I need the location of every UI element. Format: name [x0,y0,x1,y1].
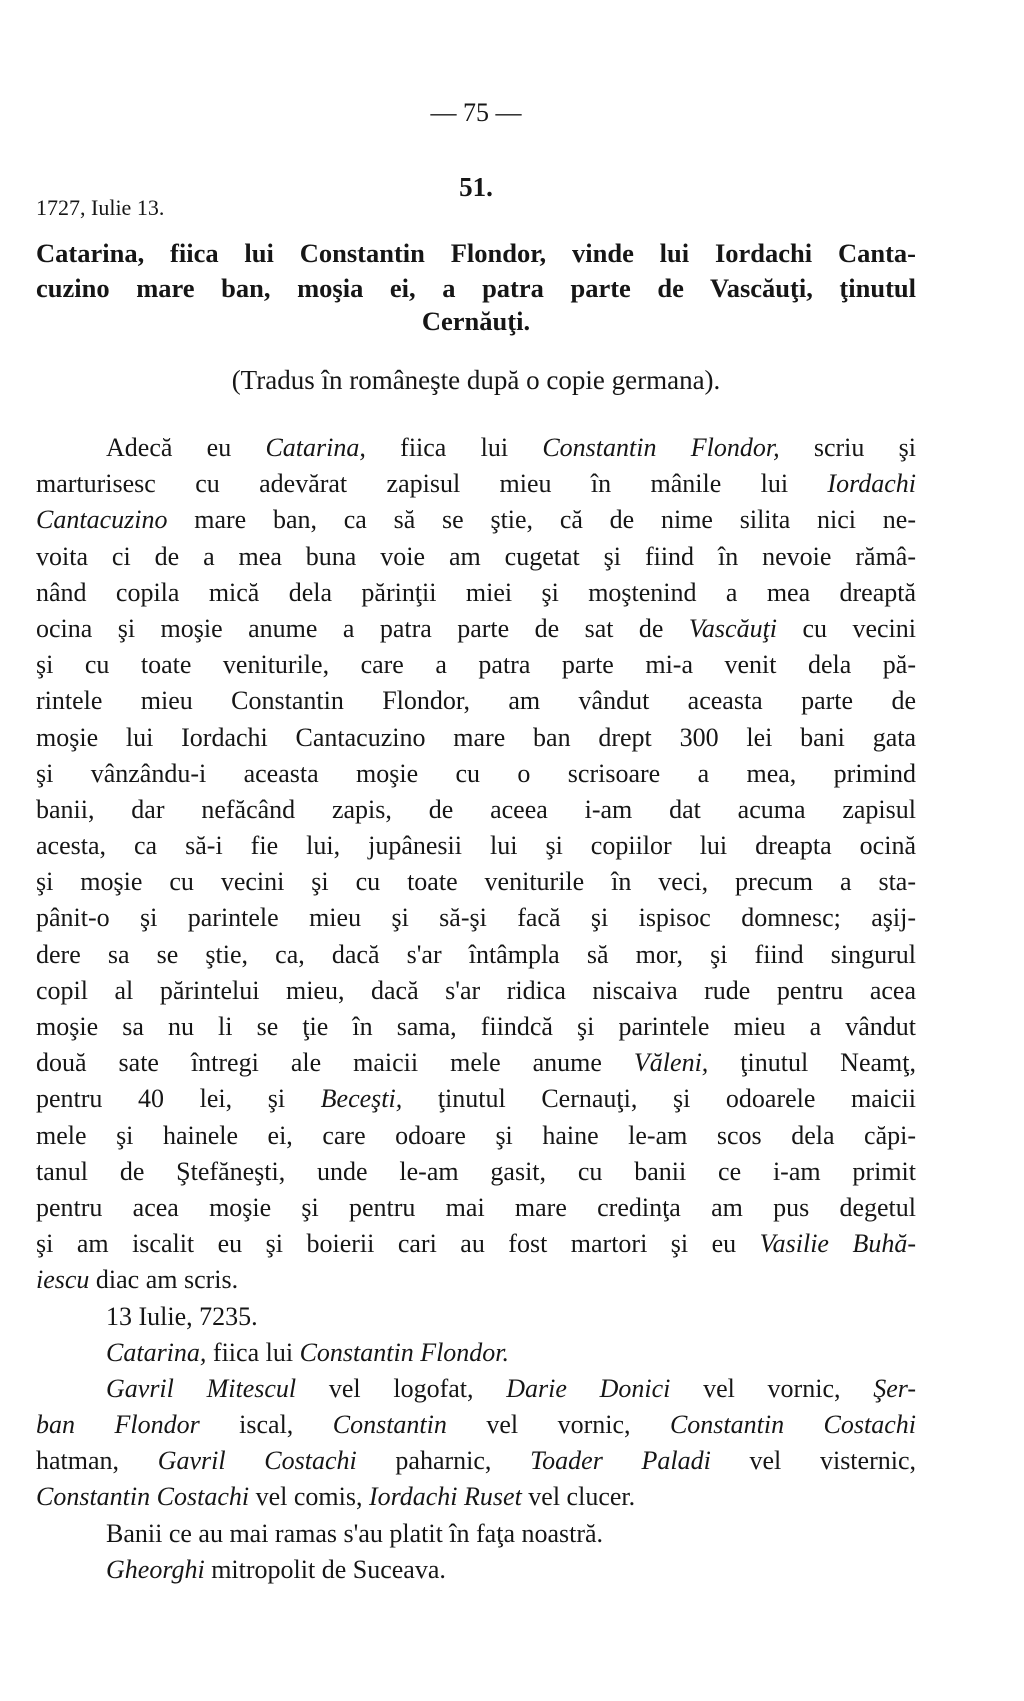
signature-line: Catarina, fiica lui Constantin Flondor. [106,1337,510,1367]
body-line: mele şi hainele ei, care odoare şi haine le-am scos dela căpi- [36,1120,916,1150]
signature-line: Gheorghi mitropolit de Suceava. [106,1554,446,1584]
body-line: două sate întregi ale maicii mele anume Văleni, ţinutul Neamţ, [36,1048,916,1078]
document-body [36,430,916,1588]
body-line: moşie sa nu li se ţie în sama, fiindcă şi parintele mieu a vândut [36,1012,916,1041]
body-line: pentru 40 lei, şi Beceşti, ţinutul Cernauţi, şi odoarele maicii [36,1084,916,1114]
body-line: şi cu toate veniturile, care a patra parte mi-a venit dela pă- [36,650,916,680]
body-line: rintele mieu Constantin Flondor, am vândut aceasta parte de [36,686,916,716]
document-title [36,236,916,305]
witness-line: Gavril Mitescul vel logofat, Darie Donici vel vornic, Şer- [106,1373,916,1403]
body-line: marturisesc cu adevărat zapisul mieu în mânile lui Iordachi [36,469,916,499]
body-line: Adecă eu Catarina, fiica lui Constantin Flondor, scriu şi [106,433,916,462]
body-line: copil al părintelui mieu, dacă s'ar ridica niscaiva rude pentru acea [36,975,916,1005]
document-number: 51. [459,172,493,202]
body-line: pentru acea moşie şi pentru mai mare credinţa am pus degetul [36,1192,916,1222]
body-line: moşie lui Iordachi Cantacuzino mare ban drept 300 lei bani gata [36,722,916,752]
witness-line: hatman, Gavril Costachi paharnic, Toader Paladi vel visternic, [36,1446,916,1476]
body-line: şi moşie cu vecini şi cu toate veniturile în veci, precum a sta- [36,867,916,897]
body-line: dere sa se ştie, ca, dacă s'ar întâmpla să mor, şi fiind singurul [36,939,916,969]
body-line: Cantacuzino mare ban, ca să se ştie, că de nime silita nici ne- [36,505,916,535]
body-line: voita ci de a mea buna voie am cugetat şi fiind în nevoie rămâ- [36,541,916,571]
title-line: Catarina, fiica lui Constantin Flondor, vinde lui Iordachi Canta- [36,238,916,268]
document-subtitle: (Tradus în româneşte după o copie germana). [231,365,721,395]
body-line: pânit-o şi parintele mieu şi să-şi facă şi ispisoc domnesc; aşij- [36,903,916,933]
body-line: banii, dar nefăcând zapis, de aceea i-am dat acuma zapisul [36,794,916,824]
body-line: 13 Iulie, 7235. [106,1301,258,1331]
body-line: ocina şi moşie anume a patra parte de sat de Vascăuţi cu vecini [36,613,916,643]
title-line: Cernăuţi. [421,306,531,336]
witness-line: Constantin Costachi vel comis, Iordachi Ruset vel clucer. [36,1482,636,1512]
page-number: — 75 — [430,98,522,127]
body-line: tanul de Ştefăneşti, unde le-am gasit, cu banii ce i-am primit [36,1156,916,1186]
body-line: şi am iscalit eu şi boierii cari au fost martori şi eu Vasilie Buhă- [36,1229,916,1259]
body-line: şi vânzându-i aceasta moşie cu o scrisoare a mea, primind [36,758,916,788]
witness-line: ban Flondor iscal, Constantin vel vornic, Constantin Costachi [36,1410,916,1440]
document-date: 1727, Iulie 13. [36,195,165,220]
title-line: cuzino mare ban, moşia ei, a patra parte de Vascăuţi, ţinutul [36,272,916,303]
body-line: nând copila mică dela părinţii miei şi moştenind a mea dreaptă [36,577,916,607]
body-line: Banii ce au mai ramas s'au platit în faţa noastră. [106,1518,604,1548]
body-line: iescu diac am scris. [36,1265,239,1295]
body-line: acesta, ca să-i fie lui, jupânesii lui şi copiilor lui dreapta ocină [36,831,916,861]
